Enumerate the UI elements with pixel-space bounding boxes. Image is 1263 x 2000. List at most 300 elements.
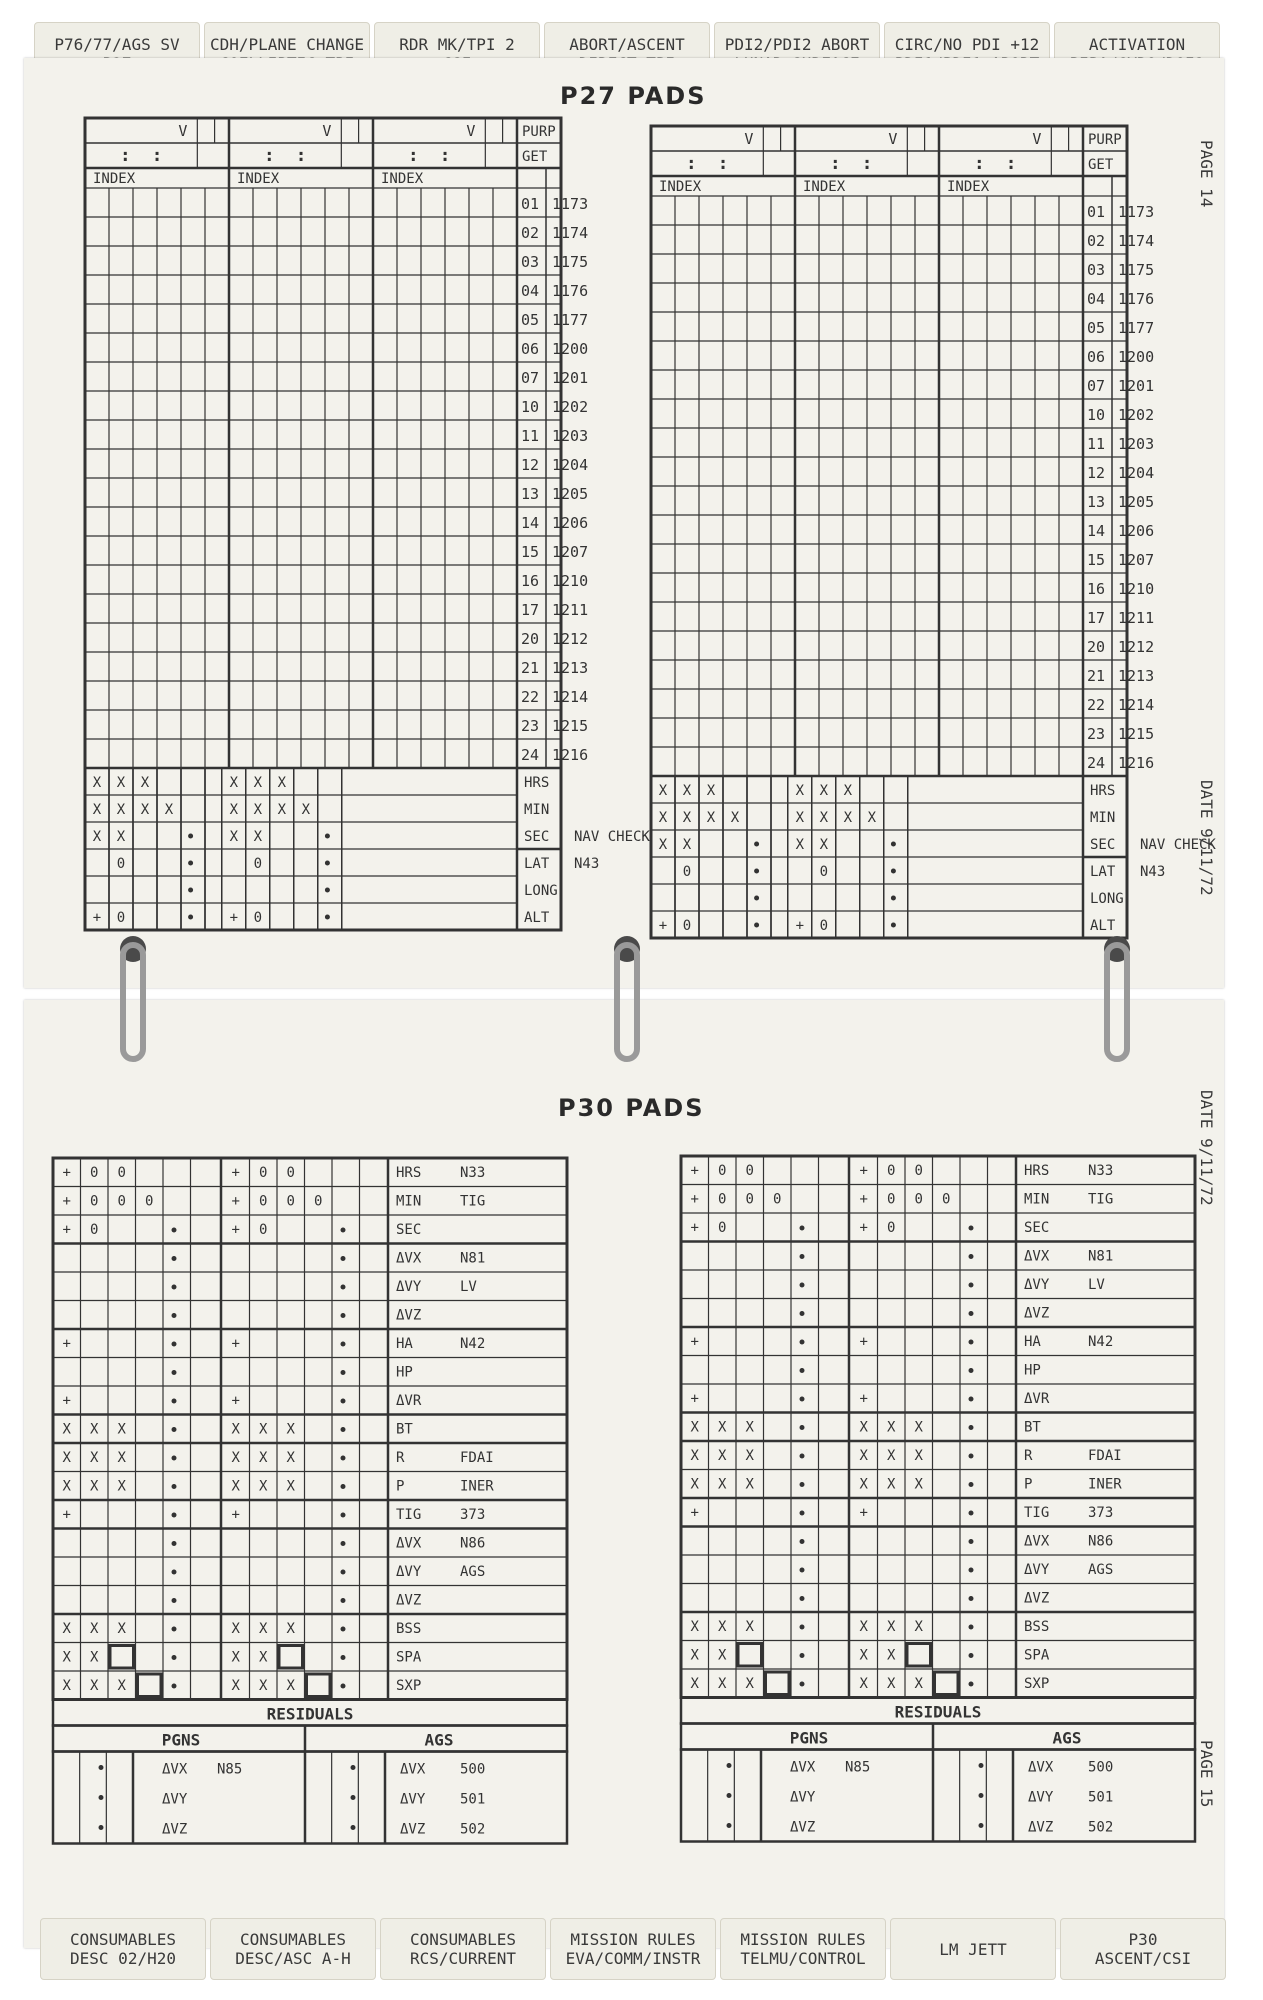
p30-cell-value: X: [117, 1450, 126, 1466]
p30-cell-value: +: [62, 1507, 71, 1523]
nav-decimal-dot: [325, 861, 330, 866]
nav-cell-value: X: [730, 810, 740, 826]
get-label: GET: [1088, 157, 1114, 173]
residuals-title: RESIDUALS: [894, 1702, 982, 1722]
p30-cell-value: X: [887, 1419, 896, 1436]
bottom-tab-label: ASCENT/CSI: [1094, 1949, 1192, 1968]
ags-residual-code: 501: [1088, 1789, 1114, 1806]
residual-dot: [99, 1765, 104, 1770]
nav-cell-value: 0: [116, 910, 126, 926]
p30-cell-value: 0: [314, 1193, 323, 1210]
p30-field-sub: N86: [460, 1535, 486, 1552]
p30-cell-value: X: [887, 1448, 896, 1464]
p30-field-label: SEC: [1024, 1220, 1050, 1236]
p30-field-sub: N81: [1088, 1248, 1114, 1265]
p30-cell-value: X: [745, 1676, 754, 1692]
p30-cell-value: X: [286, 1478, 295, 1495]
p30-field-label: ΔVR: [1024, 1391, 1050, 1407]
nav-cell-value: 0: [253, 856, 263, 872]
p30-decimal-dot: [172, 1370, 177, 1375]
p30-decimal-dot: [172, 1456, 177, 1461]
p30-cell-value: X: [690, 1476, 699, 1493]
p30-cell-value: 0: [887, 1220, 896, 1236]
p30-decimal-dot: [800, 1283, 805, 1288]
binder-ring-center: [614, 942, 640, 1062]
residuals-subheader: [681, 1724, 1195, 1750]
p30-cell-value: X: [286, 1678, 295, 1694]
pgns-title: PGNS: [161, 1730, 201, 1750]
p30-decimal-dot: [341, 1370, 346, 1375]
nav-sub-label: NAV CHECK: [574, 829, 650, 845]
p30-cell-value: +: [231, 1165, 240, 1181]
register-address: 1207: [1118, 551, 1155, 569]
register-address: 1212: [552, 630, 589, 648]
p30-cell-value: X: [117, 1421, 126, 1438]
p30-cell-value: 0: [745, 1163, 754, 1179]
p30-decimal-dot: [341, 1598, 346, 1603]
p30-cell-value: X: [231, 1649, 240, 1666]
register-address: 1174: [552, 224, 589, 242]
v-label: V: [1032, 130, 1042, 148]
nav-cell-value: X: [253, 775, 263, 791]
p30-decimal-dot: [969, 1482, 974, 1487]
p30-field-label: ΔVZ: [1024, 1305, 1050, 1322]
p30-decimal-dot: [800, 1596, 805, 1601]
nav-cell-value: 0: [682, 864, 692, 880]
p30-cell-value: X: [90, 1649, 99, 1666]
bottom-tab-1[interactable]: [40, 1918, 206, 1980]
p30-decimal-dot: [969, 1254, 974, 1259]
p30-cell-value: X: [887, 1619, 896, 1635]
p30-cell-value: X: [90, 1450, 99, 1466]
p30-decimal-dot: [969, 1340, 974, 1345]
bottom-tab-3[interactable]: [380, 1918, 546, 1980]
p30-cell-value: +: [859, 1391, 868, 1407]
nav-cell-value: 0: [819, 864, 829, 880]
residual-dot: [99, 1795, 104, 1800]
p30-decimal-dot: [172, 1484, 177, 1489]
p30-cell-value: 0: [286, 1193, 295, 1210]
bottom-tab-6[interactable]: [890, 1918, 1056, 1980]
p30-blank-box: [766, 1672, 790, 1695]
p30-field-sub: N33: [1088, 1163, 1114, 1179]
register-address: 1201: [552, 369, 589, 387]
p30-field-sub: FDAI: [460, 1450, 494, 1466]
p30-decimal-dot: [172, 1399, 177, 1404]
register-number: 13: [521, 485, 540, 503]
p30-field-sub: LV: [460, 1279, 477, 1295]
bottom-tab-strip: [40, 1918, 1230, 1980]
register-address: 1203: [552, 427, 589, 445]
p27-page-number: PAGE 14: [1197, 140, 1216, 208]
p30-field-label: ΔVY: [396, 1279, 422, 1295]
nav-cell-value: +: [795, 918, 805, 934]
p30-cell-value: X: [259, 1678, 268, 1694]
p30-field-label: ΔVY: [396, 1564, 422, 1580]
register-number: 15: [521, 543, 540, 561]
register-number: 07: [521, 369, 540, 387]
register-number: 13: [1087, 493, 1106, 511]
residual-dot: [727, 1763, 732, 1768]
p30-cell-value: X: [859, 1647, 868, 1664]
colon: :: [861, 153, 873, 174]
nav-label: ALT: [524, 910, 550, 926]
p30-cell-value: X: [718, 1419, 727, 1436]
p30-cell-value: +: [690, 1163, 699, 1179]
nav-decimal-dot: [188, 915, 193, 920]
p30-cell-value: X: [259, 1421, 268, 1438]
nav-cell-value: X: [140, 802, 150, 818]
v-label: V: [744, 130, 754, 148]
p30-field-sub: N42: [1088, 1334, 1114, 1350]
register-number: 24: [1087, 754, 1106, 772]
p30-cell-value: X: [690, 1619, 699, 1635]
p30-field-label: HRS: [396, 1165, 422, 1181]
p30-field-label: ΔVY: [1024, 1277, 1050, 1293]
register-number: 07: [1087, 377, 1106, 395]
p30-cell-value: +: [690, 1191, 699, 1208]
p30-cell-value: X: [914, 1676, 923, 1692]
register-number: 15: [1087, 551, 1106, 569]
nav-cell-value: X: [682, 837, 692, 853]
p30-cell-value: X: [718, 1676, 727, 1692]
register-number: 01: [1087, 203, 1106, 221]
p30-cell-value: +: [231, 1222, 240, 1238]
v-label: V: [322, 122, 332, 140]
colon: :: [717, 153, 729, 174]
p30-field-label: SPA: [396, 1649, 422, 1666]
nav-cell-value: X: [253, 802, 263, 818]
nav-cell-value: X: [706, 810, 716, 826]
p30-cell-value: X: [259, 1478, 268, 1495]
p30-field-sub: LV: [1088, 1277, 1105, 1293]
p30-cell-value: 0: [259, 1165, 268, 1181]
register-address: 1174: [1118, 232, 1155, 250]
p30-field-label: SPA: [1024, 1647, 1050, 1664]
nav-cell-value: X: [706, 783, 716, 799]
colon: :: [1005, 153, 1017, 174]
register-address: 1175: [552, 253, 589, 271]
p30-cell-value: 0: [286, 1165, 295, 1181]
p30-field-sub: AGS: [460, 1564, 486, 1580]
p30-decimal-dot: [800, 1226, 805, 1231]
p30-decimal-dot: [172, 1313, 177, 1318]
nav-cell-value: X: [843, 783, 853, 799]
register-address: 1210: [1118, 580, 1155, 598]
p30-decimal-dot: [172, 1513, 177, 1518]
register-address: 1200: [552, 340, 589, 358]
p30-cell-value: 0: [90, 1222, 99, 1238]
ags-residual-code: 502: [460, 1821, 486, 1838]
p30-field-label: TIG: [1024, 1505, 1050, 1521]
bottom-tab-label: EVA/COMM/INSTR: [565, 1949, 701, 1968]
register-address: 1206: [552, 514, 589, 532]
register-number: 06: [521, 340, 540, 358]
p30-cell-value: +: [62, 1336, 71, 1352]
p30-blank-box: [279, 1646, 303, 1669]
p30-decimal-dot: [969, 1283, 974, 1288]
p30-cell-value: X: [117, 1478, 126, 1495]
bottom-tab-2[interactable]: [210, 1918, 376, 1980]
p30-cell-value: X: [859, 1448, 868, 1464]
p27-left-pad: [84, 116, 650, 926]
p27-title: P27 PADS: [560, 82, 707, 110]
p30-decimal-dot: [800, 1625, 805, 1630]
p30-decimal-dot: [341, 1541, 346, 1546]
residual-dot: [351, 1795, 356, 1800]
p30-decimal-dot: [341, 1285, 346, 1290]
p30-cell-value: X: [745, 1419, 754, 1436]
p30-page-number: PAGE 15: [1197, 1740, 1216, 1808]
register-number: 20: [521, 630, 540, 648]
p30-field-label: HP: [1024, 1362, 1041, 1379]
p30-decimal-dot: [969, 1454, 974, 1459]
p30-cell-value: X: [231, 1478, 240, 1495]
bottom-tab-label: DESC 02/H20: [70, 1949, 176, 1968]
nav-decimal-dot: [754, 896, 759, 901]
nav-cell-value: X: [116, 775, 126, 791]
nav-decimal-dot: [891, 842, 896, 847]
index-label: INDEX: [659, 179, 702, 195]
p30-blank-box: [110, 1646, 134, 1669]
p30-decimal-dot: [800, 1482, 805, 1487]
p30-cell-value: 0: [718, 1191, 727, 1208]
p30-cell-value: 0: [117, 1193, 126, 1210]
p30-field-label: TIG: [396, 1507, 422, 1523]
nav-label: LONG: [1090, 891, 1124, 907]
bottom-tab-7[interactable]: [1060, 1918, 1226, 1980]
p30-cell-value: X: [690, 1647, 699, 1664]
p30-cell-value: X: [718, 1619, 727, 1635]
nav-cell-value: X: [229, 802, 239, 818]
p30-field-sub: N81: [460, 1250, 486, 1267]
residual-dot: [727, 1793, 732, 1798]
ags-residual-code: 500: [1088, 1759, 1114, 1776]
p30-decimal-dot: [800, 1397, 805, 1402]
p30-decimal-dot: [969, 1682, 974, 1687]
residual-dot: [979, 1823, 984, 1828]
p30-field-label: ΔVX: [396, 1535, 422, 1552]
ags-residual-label: ΔVY: [400, 1791, 426, 1808]
p30-decimal-dot: [172, 1427, 177, 1432]
nav-label: LONG: [524, 883, 558, 899]
bottom-tab-label: MISSION RULES: [740, 1930, 866, 1949]
p30-decimal-dot: [800, 1425, 805, 1430]
register-address: 1203: [1118, 435, 1155, 453]
ags-residual-code: 501: [460, 1791, 486, 1808]
nav-cell-value: X: [277, 775, 287, 791]
p30-cell-value: X: [859, 1676, 868, 1692]
p30-decimal-dot: [800, 1653, 805, 1658]
register-address: 1173: [1118, 203, 1155, 221]
p30-field-label: MIN: [1024, 1191, 1050, 1208]
p30-field-label: R: [396, 1450, 405, 1466]
bottom-tab-4[interactable]: [550, 1918, 716, 1980]
p30-decimal-dot: [969, 1425, 974, 1430]
nav-decimal-dot: [325, 915, 330, 920]
register-address: 1213: [1118, 667, 1155, 685]
ags-title: AGS: [424, 1730, 454, 1750]
p30-cell-value: X: [914, 1448, 923, 1464]
register-number: 11: [521, 427, 540, 445]
residual-dot: [351, 1825, 356, 1830]
p30-field-sub: N42: [460, 1336, 486, 1352]
p30-field-sub: TIG: [460, 1193, 486, 1210]
p30-cell-value: X: [859, 1419, 868, 1436]
colon: :: [973, 153, 985, 174]
register-address: 1200: [1118, 348, 1155, 366]
register-address: 1202: [552, 398, 589, 416]
v-label: V: [888, 130, 898, 148]
pgns-residual-code: N85: [845, 1759, 871, 1776]
p30-cell-value: X: [117, 1678, 126, 1694]
p30-blank-box: [738, 1644, 762, 1667]
nav-decimal-dot: [891, 923, 896, 928]
v-label: V: [178, 122, 188, 140]
colon: :: [151, 145, 163, 166]
p30-cell-value: +: [231, 1193, 240, 1210]
p30-decimal-dot: [800, 1568, 805, 1573]
pgns-residual-code: N85: [217, 1761, 243, 1778]
p30-cell-value: 0: [90, 1193, 99, 1210]
p30-cell-value: X: [887, 1476, 896, 1493]
p30-field-label: BT: [396, 1421, 413, 1438]
p30-cell-value: X: [90, 1421, 99, 1438]
colon: :: [685, 153, 697, 174]
nav-decimal-dot: [891, 896, 896, 901]
p30-right-pad: [680, 1154, 1200, 1854]
top-tab-label: ACTIVATION: [1088, 35, 1186, 54]
p30-cell-value: 0: [145, 1193, 154, 1210]
p30-field-label: P: [1024, 1476, 1033, 1493]
p30-pad-frame: [681, 1156, 1195, 1698]
bottom-tab-5[interactable]: [720, 1918, 886, 1980]
pgns-residual-label: ΔVY: [790, 1789, 816, 1806]
p30-field-sub: INER: [1088, 1476, 1122, 1493]
p30-cell-value: +: [62, 1393, 71, 1409]
p30-decimal-dot: [800, 1340, 805, 1345]
register-address: 1211: [1118, 609, 1155, 627]
purp-label: PURP: [522, 124, 556, 140]
p30-field-label: MIN: [396, 1193, 422, 1210]
nav-decimal-dot: [325, 834, 330, 839]
colon: :: [407, 145, 419, 166]
p30-decimal-dot: [341, 1570, 346, 1575]
register-address: 1173: [552, 195, 589, 213]
p30-cell-value: +: [62, 1193, 71, 1210]
p30-decimal-dot: [969, 1653, 974, 1658]
register-address: 1176: [552, 282, 589, 300]
p30-left-pad: [52, 1156, 572, 1856]
register-address: 1205: [1118, 493, 1155, 511]
p30-cell-value: X: [62, 1450, 71, 1466]
register-address: 1204: [1118, 464, 1155, 482]
register-address: 1214: [1118, 696, 1155, 714]
nav-decimal-dot: [188, 834, 193, 839]
p30-cell-value: X: [259, 1649, 268, 1666]
p30-cell-value: +: [859, 1220, 868, 1236]
p30-cell-value: X: [718, 1476, 727, 1493]
p30-field-label: BT: [1024, 1419, 1041, 1436]
register-address: 1214: [552, 688, 589, 706]
nav-cell-value: X: [843, 810, 853, 826]
nav-cell-value: X: [658, 783, 668, 799]
nav-cell-value: X: [867, 810, 877, 826]
colon: :: [829, 153, 841, 174]
p30-cell-value: 0: [718, 1220, 727, 1236]
p30-cell-value: +: [690, 1220, 699, 1236]
p30-decimal-dot: [800, 1311, 805, 1316]
p30-cell-value: +: [690, 1391, 699, 1407]
nav-cell-value: X: [277, 802, 287, 818]
colon: :: [263, 145, 275, 166]
nav-sub-label: N43: [574, 856, 600, 872]
top-tab-label: CIRC/NO PDI +12: [894, 35, 1040, 54]
nav-cell-value: +: [92, 910, 102, 926]
p30-field-label: ΔVZ: [396, 1592, 422, 1609]
p30-date: DATE 9/11/72: [1197, 1090, 1216, 1206]
register-number: 14: [1087, 522, 1106, 540]
register-number: 22: [1087, 696, 1106, 714]
bottom-tab-label: RCS/CURRENT: [410, 1949, 516, 1968]
p30-cell-value: X: [745, 1619, 754, 1635]
p30-decimal-dot: [341, 1427, 346, 1432]
p30-cell-value: +: [690, 1334, 699, 1350]
bottom-tab-label: CONSUMABLES: [410, 1930, 516, 1949]
p30-field-label: HP: [396, 1364, 413, 1381]
pgns-residual-label: ΔVX: [162, 1761, 188, 1778]
register-number: 23: [521, 717, 540, 735]
nav-cell-value: 0: [253, 910, 263, 926]
register-number: 10: [521, 398, 540, 416]
p30-field-label: ΔVX: [1024, 1533, 1050, 1550]
p30-cell-value: 0: [117, 1165, 126, 1181]
p30-cell-value: X: [231, 1450, 240, 1466]
residual-dot: [99, 1825, 104, 1830]
p30-cell-value: X: [286, 1421, 295, 1438]
p30-field-label: ΔVR: [396, 1393, 422, 1409]
p30-cell-value: 0: [914, 1191, 923, 1208]
register-address: 1212: [1118, 638, 1155, 656]
residuals-subheader: [53, 1726, 567, 1752]
get-label: GET: [522, 149, 548, 165]
nav-cell-value: X: [140, 775, 150, 791]
p30-field-label: HA: [396, 1336, 413, 1352]
register-number: 23: [1087, 725, 1106, 743]
p30-decimal-dot: [969, 1511, 974, 1516]
p30-field-label: HA: [1024, 1334, 1041, 1350]
v-label: V: [466, 122, 476, 140]
register-number: 16: [1087, 580, 1106, 598]
ags-title: AGS: [1052, 1728, 1082, 1748]
p30-cell-value: X: [690, 1676, 699, 1692]
index-label: INDEX: [93, 171, 136, 187]
p30-cell-value: X: [62, 1421, 71, 1438]
p30-decimal-dot: [969, 1596, 974, 1601]
nav-label: LAT: [524, 856, 550, 872]
p30-decimal-dot: [969, 1368, 974, 1373]
nav-decimal-dot: [188, 888, 193, 893]
p30-cell-value: +: [859, 1191, 868, 1208]
p30-decimal-dot: [341, 1655, 346, 1660]
top-tab-label: PDI2/PDI2 ABORT: [724, 35, 870, 54]
p30-cell-value: X: [90, 1478, 99, 1495]
register-address: 1207: [552, 543, 589, 561]
ags-residual-label: ΔVZ: [400, 1821, 426, 1838]
p30-decimal-dot: [341, 1342, 346, 1347]
p30-cell-value: +: [859, 1163, 868, 1179]
p30-field-label: ΔVZ: [396, 1307, 422, 1324]
